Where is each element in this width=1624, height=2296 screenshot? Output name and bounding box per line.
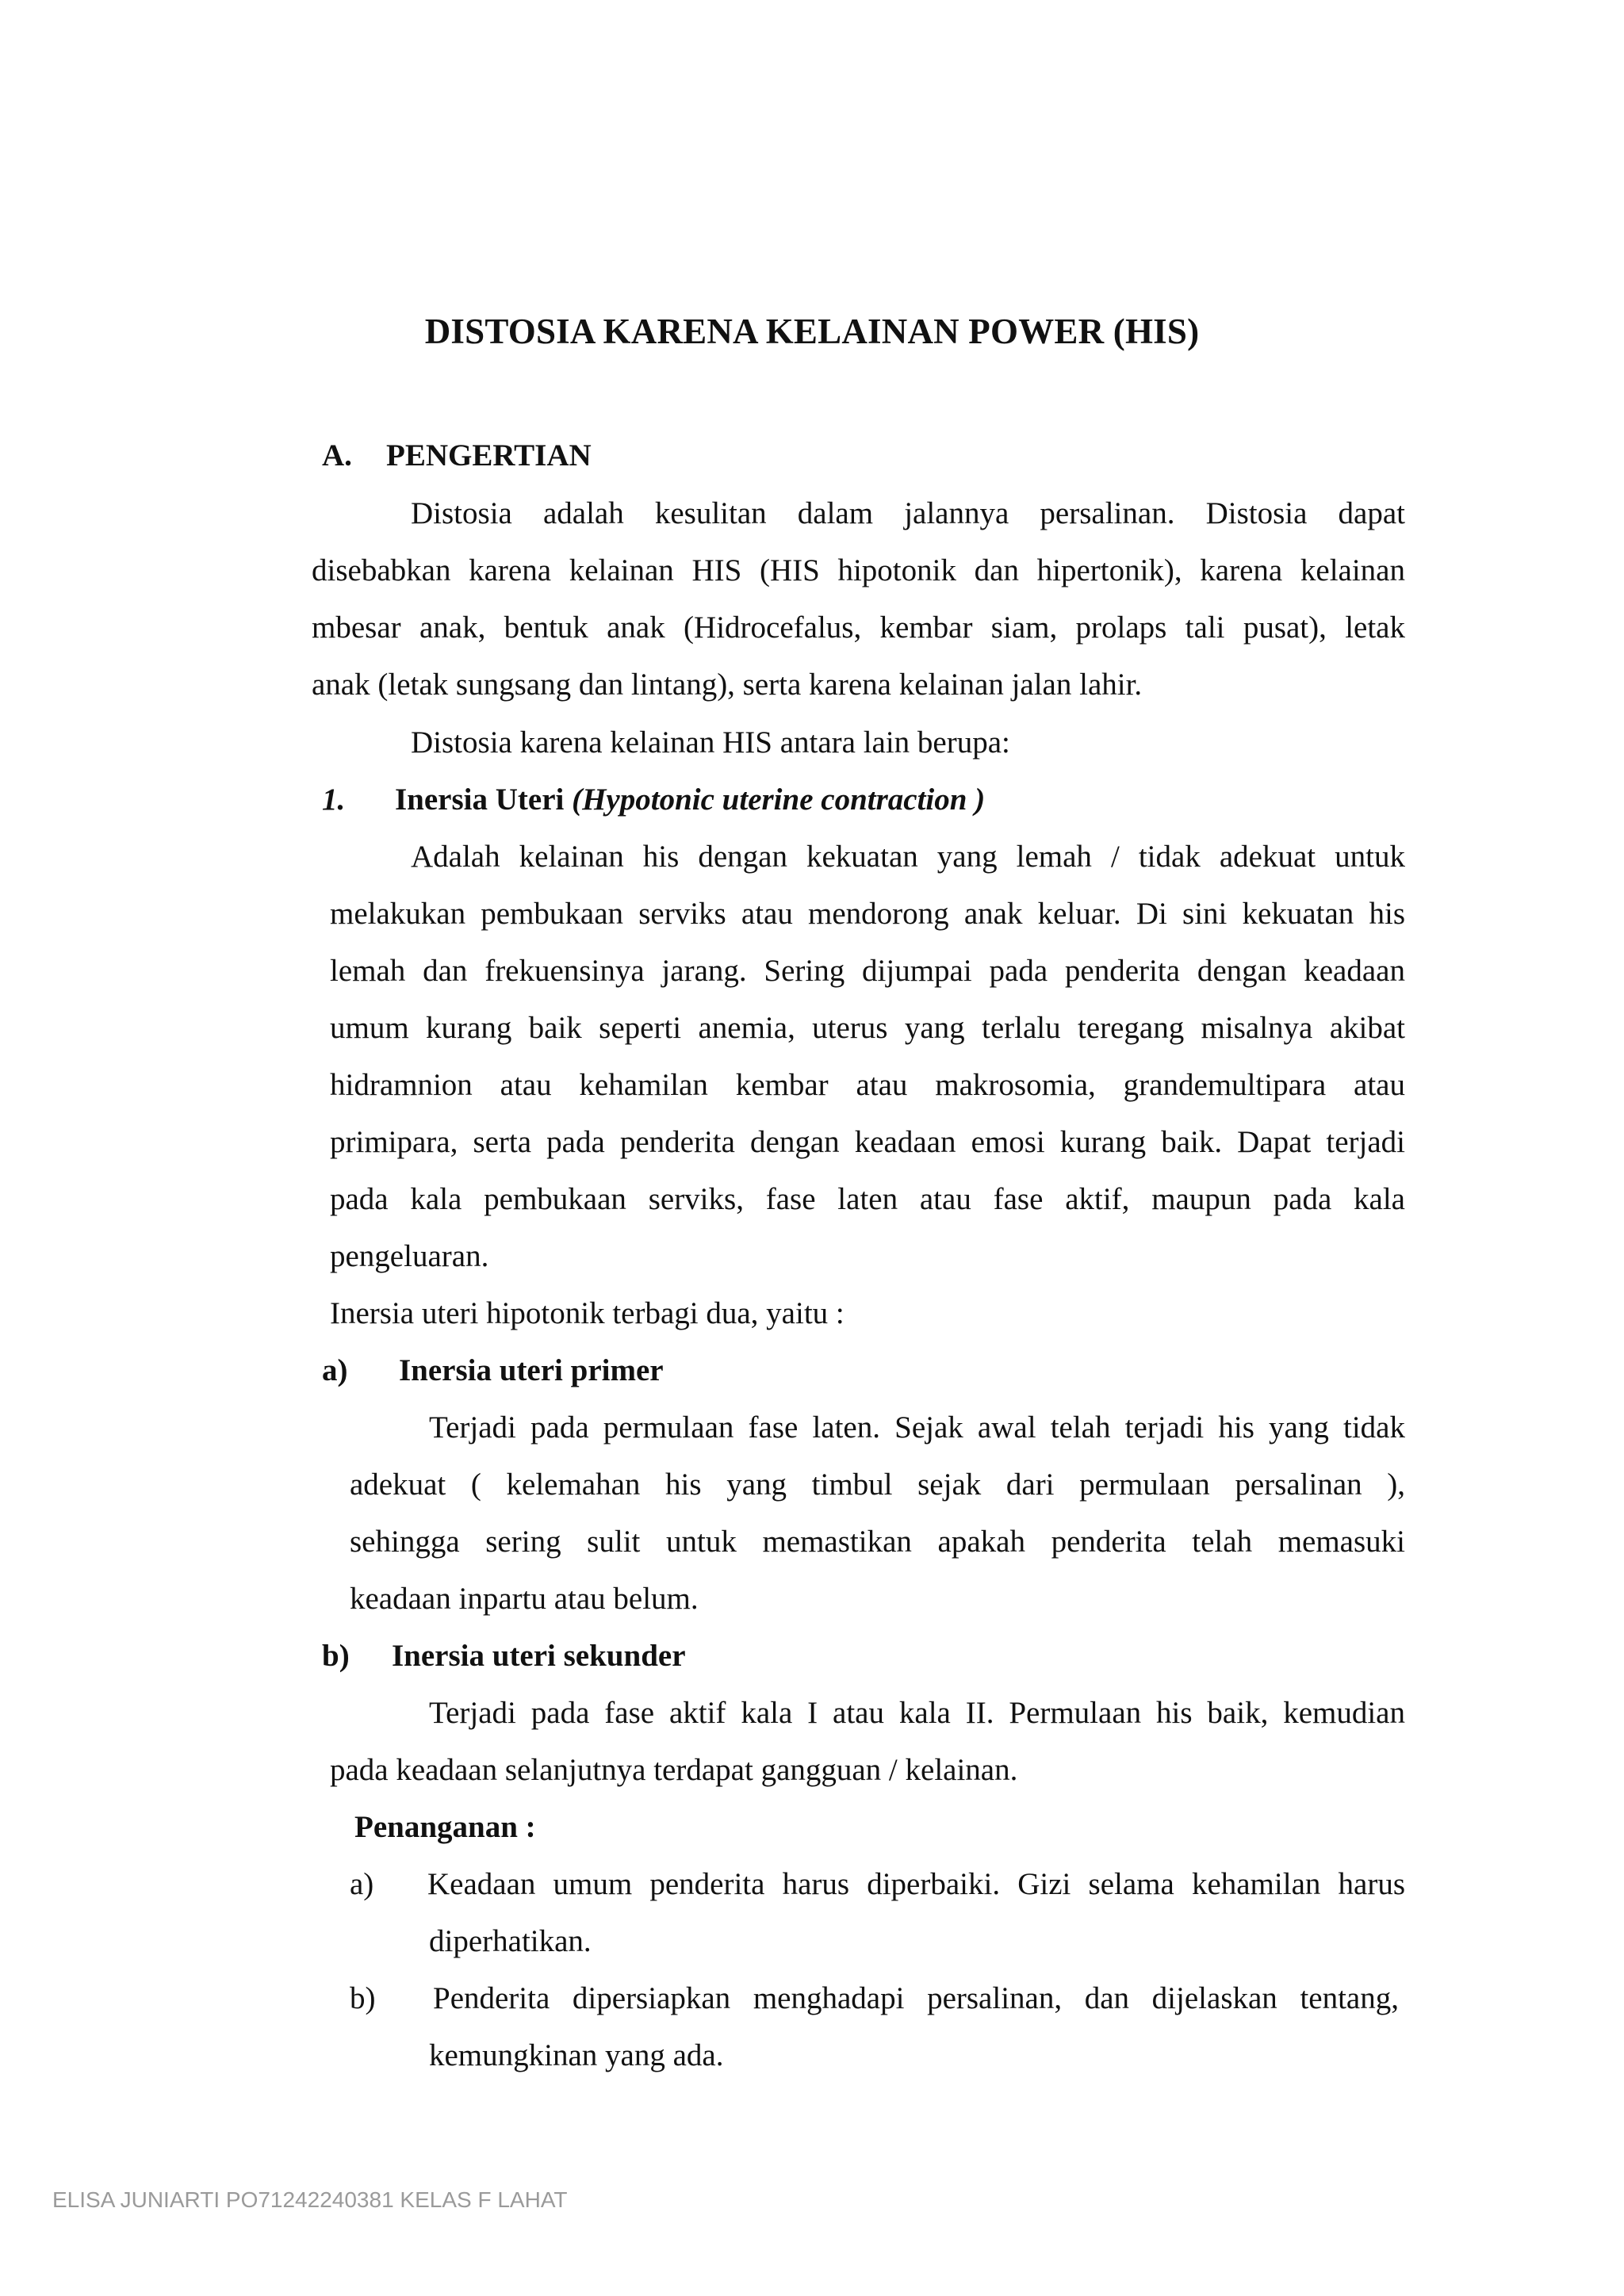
paragraph-line: disebabkan karena kelainan HIS (HIS hipotonik dan hipertonik), karena kelainan bbox=[312, 553, 1405, 587]
item-1-heading-italic: (Hypotonic uterine contraction ) bbox=[572, 783, 986, 817]
sub-a-label: a) bbox=[322, 1353, 348, 1387]
paragraph-line: hidramnion atau kehamilan kembar atau makrosomia, grandemultipara atau bbox=[330, 1068, 1405, 1102]
item-1-heading bbox=[395, 779, 985, 821]
paragraph-line: anak (letak sungsang dan lintang), serta karena kelainan jalan lahir. bbox=[312, 668, 1143, 702]
page-footer: ELISA JUNIARTI PO71242240381 KELAS F LAHAT bbox=[52, 2187, 568, 2212]
penanganan-heading: Penanganan : bbox=[354, 1810, 536, 1844]
item-1-number: 1. bbox=[322, 783, 346, 817]
section-a-label: A. bbox=[322, 438, 352, 473]
penanganan-item-label: b) bbox=[350, 1981, 376, 2015]
paragraph-line: umum kurang baik seperti anemia, uterus yang terlalu teregang misalnya akibat bbox=[330, 1011, 1405, 1045]
penanganan-item-line: diperhatikan. bbox=[429, 1924, 592, 1958]
section-a-heading: PENGERTIAN bbox=[386, 438, 592, 473]
paragraph-line: melakukan pembukaan serviks atau mendorong anak keluar. Di sini kekuatan his bbox=[330, 897, 1405, 931]
document-title: DISTOSIA KARENA KELAINAN POWER (HIS) bbox=[424, 312, 1200, 351]
sub-b-heading: Inersia uteri sekunder bbox=[392, 1639, 686, 1673]
paragraph-line: keadaan inpartu atau belum. bbox=[350, 1582, 699, 1616]
paragraph-line: pada kala pembukaan serviks, fase laten atau fase aktif, maupun pada kala bbox=[330, 1182, 1405, 1216]
item-1-heading-text: Inersia Uteri bbox=[395, 783, 565, 817]
paragraph-line: Inersia uteri hipotonik terbagi dua, yaitu : bbox=[330, 1296, 845, 1330]
paragraph-line: pengeluaran. bbox=[330, 1239, 489, 1273]
sub-b-label: b) bbox=[322, 1639, 350, 1673]
paragraph-line: lemah dan frekuensinya jarang. Sering dijumpai pada penderita dengan keadaan bbox=[330, 954, 1405, 988]
paragraph-line: Distosia adalah kesulitan dalam jalannya persalinan. Distosia dapat bbox=[411, 496, 1405, 530]
penanganan-item-line: kemungkinan yang ada. bbox=[429, 2038, 724, 2072]
paragraph-line: Adalah kelainan his dengan kekuatan yang lemah / tidak adekuat untuk bbox=[411, 840, 1405, 874]
penanganan-item-line: Keadaan umum penderita harus diperbaiki. Gizi selama kehamilan harus bbox=[427, 1867, 1405, 1901]
penanganan-item-line: Penderita dipersiapkan menghadapi persalinan, dan dijelaskan tentang, bbox=[433, 1981, 1399, 2015]
paragraph-line: Terjadi pada permulaan fase laten. Sejak awal telah terjadi his yang tidak bbox=[429, 1410, 1405, 1445]
paragraph-line: sehingga sering sulit untuk memastikan apakah penderita telah memasuki bbox=[350, 1525, 1405, 1559]
penanganan-item-label: a) bbox=[350, 1867, 374, 1901]
paragraph-line: Terjadi pada fase aktif kala I atau kala II. Permulaan his baik, kemudian bbox=[429, 1696, 1405, 1730]
paragraph-line: adekuat ( kelemahan his yang timbul sejak dari permulaan persalinan ), bbox=[350, 1468, 1405, 1502]
paragraph-line: primipara, serta pada penderita dengan keadaan emosi kurang baik. Dapat terjadi bbox=[330, 1125, 1405, 1159]
paragraph-line: pada keadaan selanjutnya terdapat gangguan / kelainan. bbox=[330, 1753, 1018, 1787]
paragraph-line: mbesar anak, bentuk anak (Hidrocefalus, kembar siam, prolaps tali pusat), letak bbox=[312, 610, 1405, 645]
sub-a-heading: Inersia uteri primer bbox=[399, 1353, 664, 1387]
paragraph-line: Distosia karena kelainan HIS antara lain berupa: bbox=[411, 725, 1010, 760]
